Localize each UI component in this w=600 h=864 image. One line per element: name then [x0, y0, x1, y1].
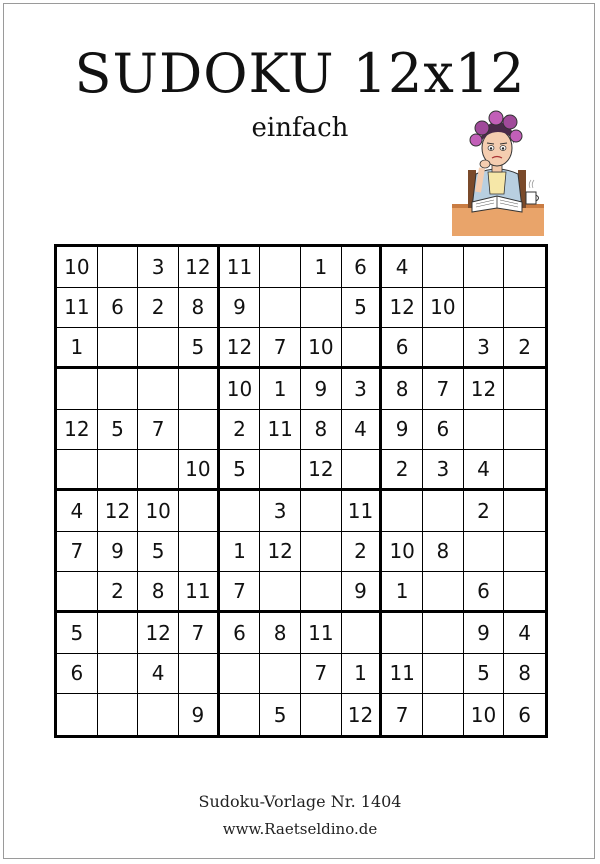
sudoku-cell: 11 [220, 247, 261, 288]
sudoku-cell [423, 328, 464, 369]
sudoku-cell: 5 [220, 450, 261, 491]
sudoku-cell: 3 [423, 450, 464, 491]
sudoku-cell [57, 694, 98, 735]
sudoku-cell: 2 [342, 532, 383, 573]
sudoku-cell: 2 [464, 491, 505, 532]
sudoku-cell [342, 613, 383, 654]
sudoku-cell [98, 450, 139, 491]
sudoku-cell: 6 [382, 328, 423, 369]
sudoku-cell: 11 [179, 572, 220, 613]
sudoku-cell [504, 532, 545, 573]
sudoku-cell: 7 [301, 654, 342, 695]
sudoku-cell [423, 613, 464, 654]
sudoku-cell: 6 [57, 654, 98, 695]
sudoku-cell [179, 410, 220, 451]
sudoku-cell [179, 532, 220, 573]
sudoku-cell: 4 [464, 450, 505, 491]
sudoku-cell: 4 [504, 613, 545, 654]
sudoku-cell: 9 [464, 613, 505, 654]
sudoku-cell: 12 [138, 613, 179, 654]
sudoku-cell [260, 288, 301, 329]
sudoku-cell: 7 [220, 572, 261, 613]
sudoku-cell: 8 [138, 572, 179, 613]
sudoku-cell: 11 [260, 410, 301, 451]
sudoku-cell: 12 [382, 288, 423, 329]
sudoku-cell: 3 [138, 247, 179, 288]
sudoku-cell [342, 450, 383, 491]
sudoku-cell: 8 [260, 613, 301, 654]
sudoku-cell: 11 [382, 654, 423, 695]
sudoku-cell [138, 694, 179, 735]
sudoku-cell: 7 [382, 694, 423, 735]
sudoku-cell: 10 [423, 288, 464, 329]
sudoku-cell [260, 247, 301, 288]
sudoku-cell [138, 450, 179, 491]
sudoku-cell: 7 [423, 369, 464, 410]
sudoku-cell: 9 [179, 694, 220, 735]
sudoku-cell: 12 [464, 369, 505, 410]
sudoku-cell: 1 [57, 328, 98, 369]
sudoku-cell [423, 491, 464, 532]
sudoku-cell: 1 [301, 247, 342, 288]
sudoku-cell: 9 [220, 288, 261, 329]
sudoku-cell: 1 [260, 369, 301, 410]
sudoku-cell: 3 [342, 369, 383, 410]
sudoku-cell [220, 654, 261, 695]
sudoku-cell: 7 [179, 613, 220, 654]
sudoku-cell [260, 450, 301, 491]
sudoku-cell: 12 [342, 694, 383, 735]
woman-with-curlers-reading-puzzle-book-icon [452, 108, 544, 238]
sudoku-cell: 8 [301, 410, 342, 451]
sudoku-cell: 4 [382, 247, 423, 288]
sudoku-cell: 11 [57, 288, 98, 329]
sudoku-cell: 5 [342, 288, 383, 329]
sudoku-cell [423, 654, 464, 695]
sudoku-cell [382, 613, 423, 654]
website-label: www.Raetseldino.de [222, 820, 378, 838]
sudoku-cell: 2 [382, 450, 423, 491]
sudoku-cell: 6 [342, 247, 383, 288]
sudoku-cell [220, 694, 261, 735]
sudoku-cell: 8 [382, 369, 423, 410]
sudoku-cell: 12 [260, 532, 301, 573]
sudoku-cell [504, 450, 545, 491]
sudoku-cell [98, 654, 139, 695]
sudoku-cell: 1 [342, 654, 383, 695]
sudoku-cell: 5 [260, 694, 301, 735]
sudoku-cell [138, 369, 179, 410]
sudoku-cell: 5 [138, 532, 179, 573]
difficulty-label: einfach [251, 113, 349, 143]
sudoku-cell [301, 572, 342, 613]
sudoku-cell: 4 [57, 491, 98, 532]
sudoku-cell: 11 [301, 613, 342, 654]
sudoku-cell [138, 328, 179, 369]
sudoku-cell [504, 247, 545, 288]
sudoku-cell: 9 [342, 572, 383, 613]
sudoku-cell: 3 [260, 491, 301, 532]
sudoku-cell: 9 [98, 532, 139, 573]
sudoku-cell [98, 613, 139, 654]
sudoku-cell [504, 369, 545, 410]
sudoku-cell [98, 694, 139, 735]
sudoku-cell: 6 [464, 572, 505, 613]
sudoku-cell [260, 654, 301, 695]
sudoku-cell: 7 [57, 532, 98, 573]
sudoku-cell: 10 [179, 450, 220, 491]
sudoku-cell [342, 328, 383, 369]
sudoku-grid [54, 244, 548, 738]
sudoku-cell [464, 247, 505, 288]
sudoku-cell: 10 [301, 328, 342, 369]
template-number-label: Sudoku-Vorlage Nr. 1404 [198, 792, 402, 811]
sudoku-cell [57, 572, 98, 613]
sudoku-cell [179, 654, 220, 695]
sudoku-cell: 12 [57, 410, 98, 451]
sudoku-cell [423, 694, 464, 735]
sudoku-cell: 6 [423, 410, 464, 451]
sudoku-cell [423, 572, 464, 613]
sudoku-cell: 5 [98, 410, 139, 451]
sudoku-cell: 2 [98, 572, 139, 613]
sudoku-cell: 9 [301, 369, 342, 410]
sudoku-cell [301, 532, 342, 573]
sudoku-cell [423, 247, 464, 288]
sudoku-cell: 4 [138, 654, 179, 695]
sudoku-cell: 9 [382, 410, 423, 451]
sudoku-cell [301, 288, 342, 329]
sudoku-cell: 4 [342, 410, 383, 451]
sudoku-cell: 5 [179, 328, 220, 369]
sudoku-cell: 5 [464, 654, 505, 695]
sudoku-cell: 10 [464, 694, 505, 735]
sudoku-cell: 5 [57, 613, 98, 654]
sudoku-cell [98, 328, 139, 369]
sudoku-cell: 6 [98, 288, 139, 329]
sudoku-cell: 12 [179, 247, 220, 288]
sudoku-cell: 6 [518, 702, 532, 727]
sudoku-cell [301, 694, 342, 735]
sudoku-cell [98, 247, 139, 288]
sudoku-cell: 2 [220, 410, 261, 451]
sudoku-cell: 12 [98, 491, 139, 532]
sudoku-cell: 8 [423, 532, 464, 573]
sudoku-cell: 10 [57, 247, 98, 288]
sudoku-cell [301, 491, 342, 532]
sudoku-cell: 10 [382, 532, 423, 573]
sudoku-cell: 2 [504, 328, 545, 369]
sudoku-cell: 10 [138, 491, 179, 532]
sudoku-cell: 7 [138, 410, 179, 451]
sudoku-cell: 3 [464, 328, 505, 369]
sudoku-cell [220, 491, 261, 532]
sudoku-cell [504, 491, 545, 532]
sudoku-cell [57, 450, 98, 491]
sudoku-cell [464, 410, 505, 451]
sudoku-cell [464, 532, 505, 573]
sudoku-cell [260, 572, 301, 613]
sudoku-cell: 2 [138, 288, 179, 329]
sudoku-cell: 7 [260, 328, 301, 369]
sudoku-cell [179, 491, 220, 532]
sudoku-cell: 8 [179, 288, 220, 329]
sudoku-cell [464, 288, 505, 329]
sudoku-cell: 1 [220, 532, 261, 573]
sudoku-cell: 8 [504, 654, 545, 695]
sudoku-cell: 12 [301, 450, 342, 491]
sudoku-cell [57, 369, 98, 410]
sudoku-cell: 12 [220, 328, 261, 369]
page-title: SUDOKU 12x12 [74, 42, 526, 105]
sudoku-cell: 1 [382, 572, 423, 613]
sudoku-cell: 10 [220, 369, 261, 410]
sudoku-cell [504, 288, 545, 329]
sudoku-cell [179, 369, 220, 410]
sudoku-cell [504, 572, 545, 613]
sudoku-cell [504, 410, 545, 451]
sudoku-cell: 11 [342, 491, 383, 532]
sudoku-cell [98, 369, 139, 410]
sudoku-cell: 6 [220, 613, 261, 654]
sudoku-cell [382, 491, 423, 532]
